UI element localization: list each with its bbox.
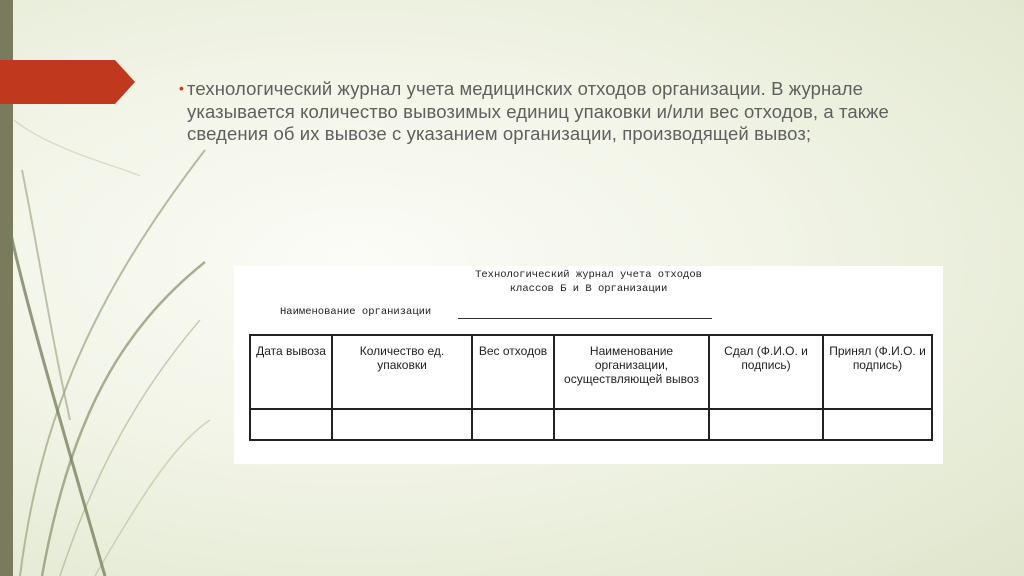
col-organization: Наименование организации, осуществляющей вывоз xyxy=(554,335,709,409)
form-title-line2: классов Б и В организации xyxy=(509,283,668,295)
table-cell xyxy=(554,409,709,440)
col-weight: Вес отходов xyxy=(472,335,554,409)
col-handed-over: Сдал (Ф.И.О. и подпись) xyxy=(709,335,823,409)
table-cell xyxy=(250,409,332,440)
table-cell xyxy=(332,409,472,440)
table-cell xyxy=(709,409,823,440)
col-received: Принял (Ф.И.О. и подпись) xyxy=(823,335,932,409)
journal-table xyxy=(249,334,933,441)
bullet-text: технологический журнал учета медицинских отходов организации. В журнале указывается количество вывозимых единиц упаковки и/или вес отходов, а также сведения об их вывозе с указанием организации, производящей вывоз; xyxy=(187,78,889,144)
col-quantity: Количество ед. упаковки xyxy=(332,335,472,409)
table-header-row xyxy=(250,335,932,409)
col-date: Дата вывоза xyxy=(250,335,332,409)
org-underline xyxy=(458,318,712,319)
journal-form-image xyxy=(234,266,943,464)
accent-arrow-shape xyxy=(0,60,135,104)
table-cell xyxy=(823,409,932,440)
bullet-marker: • xyxy=(179,80,184,96)
form-title xyxy=(234,268,943,296)
org-label: Наименование организации xyxy=(280,306,432,318)
table-row xyxy=(250,409,932,440)
form-title-line1: Технологический журнал учета отходов xyxy=(475,269,702,281)
table-cell xyxy=(472,409,554,440)
bullet-block xyxy=(179,78,907,146)
